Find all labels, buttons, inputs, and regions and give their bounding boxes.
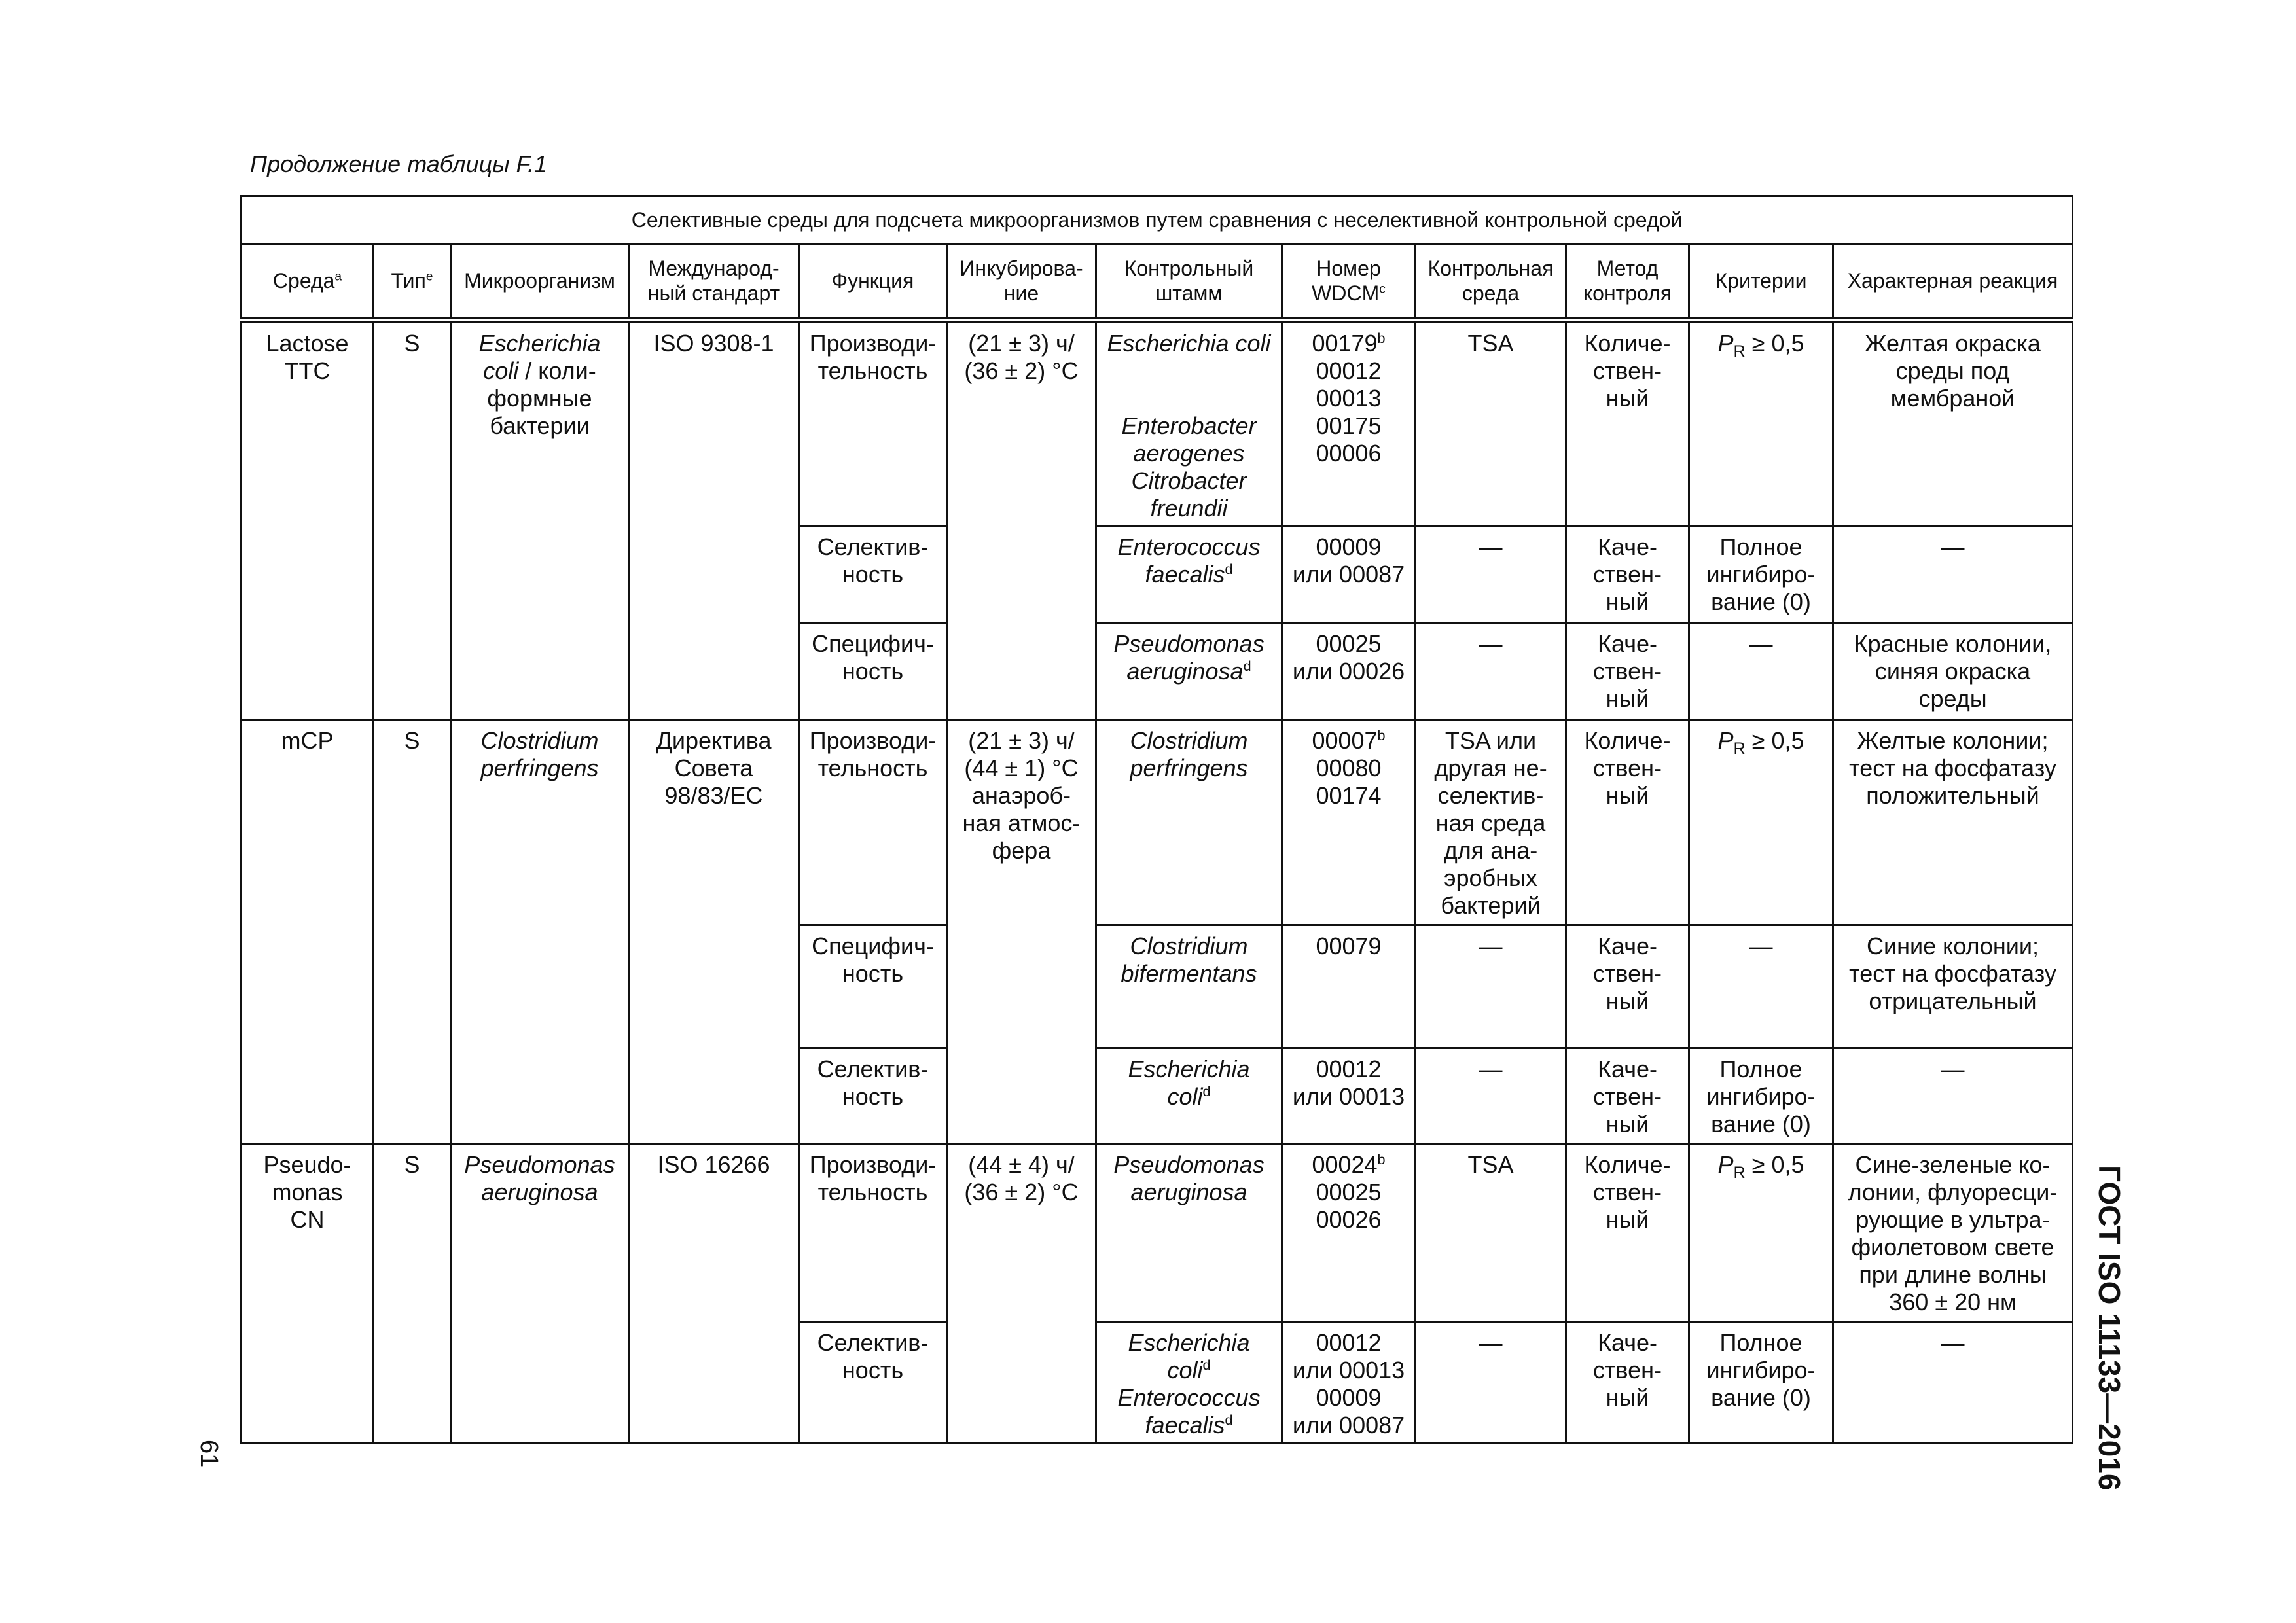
header-type: Тип$^e$	[374, 244, 451, 321]
method-cell: Каче- ствен- ный	[1566, 1322, 1689, 1444]
method-cell: Количе- ствен- ный	[1566, 1144, 1689, 1322]
strain-cell: Escherichia coli$^d$	[1096, 1048, 1282, 1144]
strain-cell: Clostridium perfringens	[1096, 720, 1282, 925]
function-cell: Производи- тельность	[799, 1144, 947, 1322]
type-cell: S	[374, 320, 451, 720]
method-cell: Каче- ствен- ный	[1566, 925, 1689, 1048]
method-cell: Каче- ствен- ный	[1566, 623, 1689, 720]
reaction-cell: Желтые колонии; тест на фосфатазу положительный	[1833, 720, 2073, 925]
criteria-cell: Полное ингибиро- вание (0)	[1689, 1048, 1833, 1144]
header-criteria: Критерии	[1689, 244, 1833, 321]
type-cell: S	[374, 720, 451, 1144]
table-row	[242, 1144, 2073, 1322]
strain-cell: Enterococcus faecalis$^d$	[1096, 526, 1282, 623]
medium-cell: Pseudo- monas CN	[242, 1144, 374, 1444]
criteria-cell: Полное ингибиро- вание (0)	[1689, 1322, 1833, 1444]
strain-cell: Pseudomonas aeruginosa	[1096, 1144, 1282, 1322]
reaction-cell: Синие колонии; тест на фосфатазу отрицательный	[1833, 925, 2073, 1048]
header-function: Функция	[799, 244, 947, 321]
reaction-cell: Сине-зеленые ко- лонии, флуоресци- рующие в ультра- фиолетовом свете при длине волны 360 ± 20 нм	[1833, 1144, 2073, 1322]
media-table	[240, 195, 2073, 1444]
control-medium-cell: TSA или другая не- селектив- ная среда для ана- эробных бактерий	[1416, 720, 1566, 925]
incubation-cell: (44 ± 4) ч/ (36 ± 2) °C	[947, 1144, 1096, 1444]
header-method: Метод контроля	[1566, 244, 1689, 321]
function-cell: Селектив- ность	[799, 1048, 947, 1144]
header-incubation: Инкубирова- ние	[947, 244, 1096, 321]
reaction-cell: —	[1833, 1048, 2073, 1144]
method-cell: Количе- ствен- ный	[1566, 320, 1689, 526]
function-cell: Селектив- ность	[799, 526, 947, 623]
standard-cell: ISO 16266	[629, 1144, 799, 1444]
header-standard: Международ- ный стандарт	[629, 244, 799, 321]
wdcm-cell: 00025 или 00026	[1282, 623, 1416, 720]
control-medium-cell: —	[1416, 1048, 1566, 1144]
strain-cell: Escherichia coli Enterobacter aerogenes Citrobacter freundii	[1096, 320, 1282, 526]
standard-cell: ISO 9308-1	[629, 320, 799, 720]
control-medium-cell: —	[1416, 526, 1566, 623]
reaction-cell: Красные колонии, синяя окраска среды	[1833, 623, 2073, 720]
organism-cell: Clostridium perfringens	[451, 720, 629, 1144]
wdcm-cell: 00012 или 00013	[1282, 1048, 1416, 1144]
criteria-cell: —	[1689, 623, 1833, 720]
reaction-cell: —	[1833, 1322, 2073, 1444]
organism-cell: Pseudomonas aeruginosa	[451, 1144, 629, 1444]
strain-cell: Escherichia coli$^d$ Enterococcus faecalis$^d$	[1096, 1322, 1282, 1444]
method-cell: Каче- ствен- ный	[1566, 1048, 1689, 1144]
method-cell: Каче- ствен- ный	[1566, 526, 1689, 623]
header-wdcm: Номер WDCM$^c$	[1282, 244, 1416, 321]
header-organism: Микроорганизм	[451, 244, 629, 321]
standard-cell: Директива Совета 98/83/EC	[629, 720, 799, 1144]
function-cell: Специфич- ность	[799, 925, 947, 1048]
header-medium: Среда$^a$	[242, 244, 374, 321]
table-title: Селективные среды для подсчета микроорганизмов путем сравнения с неселективной контрольной средой	[242, 196, 2073, 244]
reaction-cell: —	[1833, 526, 2073, 623]
table-row	[242, 720, 2073, 925]
wdcm-cell: 00079	[1282, 925, 1416, 1048]
wdcm-cell: 00009 или 00087	[1282, 526, 1416, 623]
incubation-cell: (21 ± 3) ч/ (36 ± 2) °C	[947, 320, 1096, 720]
wdcm-cell: 00179$^b$ 00012 00013 00175 00006	[1282, 320, 1416, 526]
header-control-medium: Контрольная среда	[1416, 244, 1566, 321]
control-medium-cell: TSA	[1416, 1144, 1566, 1322]
wdcm-cell: 00012 или 00013 00009 или 00087	[1282, 1322, 1416, 1444]
function-cell: Производи- тельность	[799, 720, 947, 925]
function-cell: Специфич- ность	[799, 623, 947, 720]
header-control-strain: Контрольный штамм	[1096, 244, 1282, 321]
method-cell: Количе- ствен- ный	[1566, 720, 1689, 925]
criteria-cell: —	[1689, 925, 1833, 1048]
type-cell: S	[374, 1144, 451, 1444]
control-medium-cell: TSA	[1416, 320, 1566, 526]
control-medium-cell: —	[1416, 623, 1566, 720]
standard-designation: ГОСТ ISO 11133—2016	[2092, 1165, 2126, 1491]
reaction-cell: Желтая окраска среды под мембраной	[1833, 320, 2073, 526]
organism-cell: Escherichia coli / коли- формные бактерии	[451, 320, 629, 720]
control-medium-cell: —	[1416, 925, 1566, 1048]
medium-cell: mCP	[242, 720, 374, 1144]
wdcm-cell: 00024$^b$ 00025 00026	[1282, 1144, 1416, 1322]
function-cell: Селектив- ность	[799, 1322, 947, 1444]
criteria-cell: $P_R \ge 0,5$	[1689, 1144, 1833, 1322]
header-reaction: Характерная реакция	[1833, 244, 2073, 321]
page-number: 61	[195, 1440, 223, 1468]
medium-cell: Lactose TTC	[242, 320, 374, 720]
criteria-cell: $P_R \ge 0,5$	[1689, 320, 1833, 526]
incubation-cell: (21 ± 3) ч/ (44 ± 1) °C анаэроб- ная атмос- фера	[947, 720, 1096, 1144]
criteria-cell: $P_R \ge 0,5$	[1689, 720, 1833, 925]
control-medium-cell: —	[1416, 1322, 1566, 1444]
function-cell: Производи- тельность	[799, 320, 947, 526]
criteria-cell: Полное ингибиро- вание (0)	[1689, 526, 1833, 623]
strain-cell: Clostridium bifermentans	[1096, 925, 1282, 1048]
table-caption: Продолжение таблицы F.1	[250, 151, 548, 177]
strain-cell: Pseudomonas aeruginosa$^d$	[1096, 623, 1282, 720]
table-row	[242, 320, 2073, 526]
wdcm-cell: 00007$^b$ 00080 00174	[1282, 720, 1416, 925]
